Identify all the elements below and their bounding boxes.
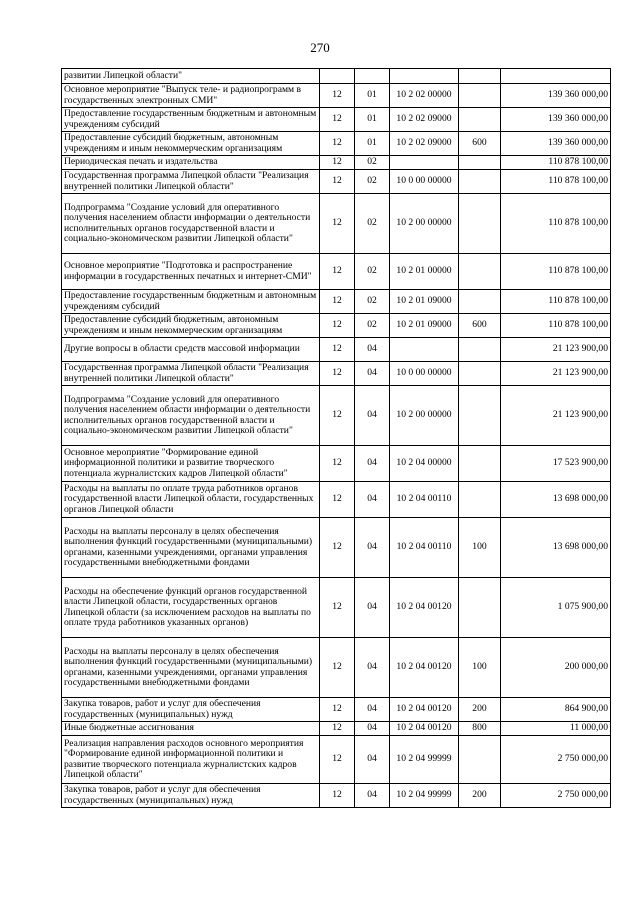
table-row: [62, 314, 611, 338]
row-name: Государственная программа Липецкой области "Реализация внутренней политики Липецкой области": [62, 362, 320, 386]
row-expense-type: [459, 84, 501, 108]
row-target-code: 10 2 02 09000: [390, 132, 459, 156]
row-target-code: [390, 69, 459, 84]
row-name: Иные бюджетные ассигнования: [62, 722, 320, 736]
row-expense-type: 200: [459, 784, 501, 808]
row-target-code: [390, 338, 459, 362]
row-section: 12: [320, 194, 355, 254]
row-expense-type: 800: [459, 722, 501, 736]
row-target-code: 10 2 04 00110: [390, 518, 459, 578]
row-expense-type: [459, 578, 501, 638]
table-row: [62, 132, 611, 156]
row-expense-type: [459, 194, 501, 254]
row-sum: [501, 69, 611, 84]
row-section: 12: [320, 132, 355, 156]
row-section: 12: [320, 722, 355, 736]
table-row: [62, 338, 611, 362]
row-name: Предоставление государственным бюджетным и автономным учреждениям субсидий: [62, 290, 320, 314]
row-expense-type: [459, 69, 501, 84]
row-sum: 110 878 100,00: [501, 254, 611, 290]
row-subsection: 04: [355, 446, 390, 482]
row-sum: 13 698 000,00: [501, 482, 611, 518]
row-expense-type: [459, 156, 501, 170]
table-row: [62, 578, 611, 638]
table-row: [62, 698, 611, 722]
table-row: [62, 482, 611, 518]
row-target-code: 10 2 01 09000: [390, 314, 459, 338]
row-name: Расходы на обеспечение функций органов государственной власти Липецкой области, государственных органов Липецкой области (за исключением расходов на выплаты по оплате труда работников указанных органов): [62, 578, 320, 638]
table-row: [62, 446, 611, 482]
row-target-code: 10 2 04 99999: [390, 784, 459, 808]
row-subsection: 04: [355, 698, 390, 722]
row-section: 12: [320, 338, 355, 362]
row-name: Предоставление государственным бюджетным и автономным учреждениям субсидий: [62, 108, 320, 132]
row-name: Закупка товаров, работ и услуг для обеспечения государственных (муниципальных) нужд: [62, 698, 320, 722]
row-target-code: [390, 156, 459, 170]
row-target-code: 10 2 04 00000: [390, 446, 459, 482]
row-expense-type: [459, 108, 501, 132]
row-subsection: 04: [355, 518, 390, 578]
row-name: Основное мероприятие "Формирование единой информационной политики и развитие творческого потенциала журналистских кадров Липецкой области": [62, 446, 320, 482]
row-name: Основное мероприятие "Выпуск теле- и радиопрограмм в государственных электронных СМИ": [62, 84, 320, 108]
row-expense-type: [459, 170, 501, 194]
row-section: 12: [320, 578, 355, 638]
row-section: 12: [320, 84, 355, 108]
row-section: 12: [320, 698, 355, 722]
row-expense-type: [459, 446, 501, 482]
page-number: 270: [310, 40, 330, 55]
row-expense-type: 600: [459, 132, 501, 156]
budget-table-body: [62, 69, 611, 808]
row-sum: 139 360 000,00: [501, 132, 611, 156]
row-section: 12: [320, 108, 355, 132]
row-subsection: 02: [355, 156, 390, 170]
row-name: Подпрограмма "Создание условий для оперативного получения населением области информации о деятельности исполнительных органов государственной власти и социально-экономическом развитии Липецкой области": [62, 386, 320, 446]
row-sum: 21 123 900,00: [501, 362, 611, 386]
row-name: развитии Липецкой области": [62, 69, 320, 84]
row-target-code: 10 2 04 00110: [390, 482, 459, 518]
row-expense-type: [459, 338, 501, 362]
row-sum: 13 698 000,00: [501, 518, 611, 578]
row-expense-type: 100: [459, 518, 501, 578]
row-subsection: 04: [355, 638, 390, 698]
row-expense-type: 600: [459, 314, 501, 338]
row-subsection: 04: [355, 784, 390, 808]
row-subsection: 02: [355, 194, 390, 254]
row-target-code: 10 2 04 00120: [390, 698, 459, 722]
row-section: 12: [320, 156, 355, 170]
row-section: 12: [320, 518, 355, 578]
row-subsection: 01: [355, 132, 390, 156]
row-sum: 17 523 900,00: [501, 446, 611, 482]
row-sum: 110 878 100,00: [501, 156, 611, 170]
row-section: 12: [320, 314, 355, 338]
row-sum: 139 360 000,00: [501, 108, 611, 132]
row-target-code: 10 2 04 99999: [390, 736, 459, 784]
row-name: Расходы на выплаты по оплате труда работников органов государственной власти Липецкой области, государственных органов Липецкой области: [62, 482, 320, 518]
row-sum: 110 878 100,00: [501, 314, 611, 338]
row-expense-type: [459, 386, 501, 446]
row-target-code: 10 2 02 00000: [390, 84, 459, 108]
row-name: Подпрограмма "Создание условий для оперативного получения населением области информации о деятельности исполнительных органов государственной власти и социально-экономическом развитии Липецкой области": [62, 194, 320, 254]
row-subsection: 02: [355, 314, 390, 338]
row-section: [320, 69, 355, 84]
row-section: 12: [320, 290, 355, 314]
row-sum: 200 000,00: [501, 638, 611, 698]
row-target-code: 10 2 00 00000: [390, 386, 459, 446]
row-expense-type: [459, 362, 501, 386]
table-row: [62, 69, 611, 84]
row-expense-type: [459, 290, 501, 314]
table-row: [62, 362, 611, 386]
row-subsection: 01: [355, 84, 390, 108]
row-subsection: 01: [355, 108, 390, 132]
row-subsection: 04: [355, 362, 390, 386]
budget-table: [61, 68, 611, 808]
row-subsection: [355, 69, 390, 84]
row-sum: 110 878 100,00: [501, 170, 611, 194]
row-section: 12: [320, 446, 355, 482]
row-sum: 110 878 100,00: [501, 194, 611, 254]
table-row: [62, 194, 611, 254]
row-sum: 864 900,00: [501, 698, 611, 722]
row-name: Предоставление субсидий бюджетным, автономным учреждениям и иным некоммерческим организациям: [62, 314, 320, 338]
row-section: 12: [320, 638, 355, 698]
row-target-code: 10 2 02 09000: [390, 108, 459, 132]
row-section: 12: [320, 170, 355, 194]
row-section: 12: [320, 482, 355, 518]
row-section: 12: [320, 386, 355, 446]
row-name: Расходы на выплаты персоналу в целях обеспечения выполнения функций государственными (муниципальными) органами, казенными учреждениями, органами управления государственными внебюджетными фондами: [62, 518, 320, 578]
row-expense-type: [459, 254, 501, 290]
row-target-code: 10 0 00 00000: [390, 170, 459, 194]
row-target-code: 10 0 00 00000: [390, 362, 459, 386]
row-target-code: 10 2 01 00000: [390, 254, 459, 290]
row-subsection: 04: [355, 386, 390, 446]
row-expense-type: [459, 736, 501, 784]
row-section: 12: [320, 254, 355, 290]
row-expense-type: [459, 482, 501, 518]
row-name: Предоставление субсидий бюджетным, автономным учреждениям и иным некоммерческим организациям: [62, 132, 320, 156]
row-section: 12: [320, 362, 355, 386]
row-sum: 21 123 900,00: [501, 386, 611, 446]
row-name: Периодическая печать и издательства: [62, 156, 320, 170]
row-sum: 2 750 000,00: [501, 736, 611, 784]
table-row: [62, 290, 611, 314]
table-row: [62, 156, 611, 170]
row-sum: 110 878 100,00: [501, 290, 611, 314]
row-target-code: 10 2 00 00000: [390, 194, 459, 254]
row-expense-type: 200: [459, 698, 501, 722]
table-row: [62, 84, 611, 108]
row-name: Государственная программа Липецкой области "Реализация внутренней политики Липецкой области": [62, 170, 320, 194]
row-subsection: 02: [355, 290, 390, 314]
row-target-code: 10 2 04 00120: [390, 578, 459, 638]
row-sum: 21 123 900,00: [501, 338, 611, 362]
row-sum: 2 750 000,00: [501, 784, 611, 808]
table-row: [62, 784, 611, 808]
row-name: Расходы на выплаты персоналу в целях обеспечения выполнения функций государственными (муниципальными) органами, казенными учреждениями, органами управления государственными внебюджетными фондами: [62, 638, 320, 698]
row-section: 12: [320, 784, 355, 808]
row-expense-type: 100: [459, 638, 501, 698]
row-subsection: 04: [355, 578, 390, 638]
table-row: [62, 736, 611, 784]
table-row: [62, 638, 611, 698]
row-subsection: 04: [355, 736, 390, 784]
row-section: 12: [320, 736, 355, 784]
row-subsection: 04: [355, 722, 390, 736]
row-subsection: 02: [355, 254, 390, 290]
table-row: [62, 722, 611, 736]
row-name: Закупка товаров, работ и услуг для обеспечения государственных (муниципальных) нужд: [62, 784, 320, 808]
row-name: Реализация направления расходов основного мероприятия "Формирование единой информационной политики и развитие творческого потенциала журналистских кадров Липецкой области": [62, 736, 320, 784]
row-sum: 1 075 900,00: [501, 578, 611, 638]
row-name: Основное мероприятие "Подготовка и распространение информации в государственных печатных и интернет-СМИ": [62, 254, 320, 290]
row-sum: 139 360 000,00: [501, 84, 611, 108]
row-target-code: 10 2 04 00120: [390, 722, 459, 736]
table-row: [62, 518, 611, 578]
table-row: [62, 254, 611, 290]
row-sum: 11 000,00: [501, 722, 611, 736]
row-target-code: 10 2 04 00120: [390, 638, 459, 698]
row-subsection: 02: [355, 170, 390, 194]
table-row: [62, 386, 611, 446]
row-subsection: 04: [355, 482, 390, 518]
table-row: [62, 170, 611, 194]
row-subsection: 04: [355, 338, 390, 362]
table-row: [62, 108, 611, 132]
row-name: Другие вопросы в области средств массовой информации: [62, 338, 320, 362]
row-target-code: 10 2 01 09000: [390, 290, 459, 314]
